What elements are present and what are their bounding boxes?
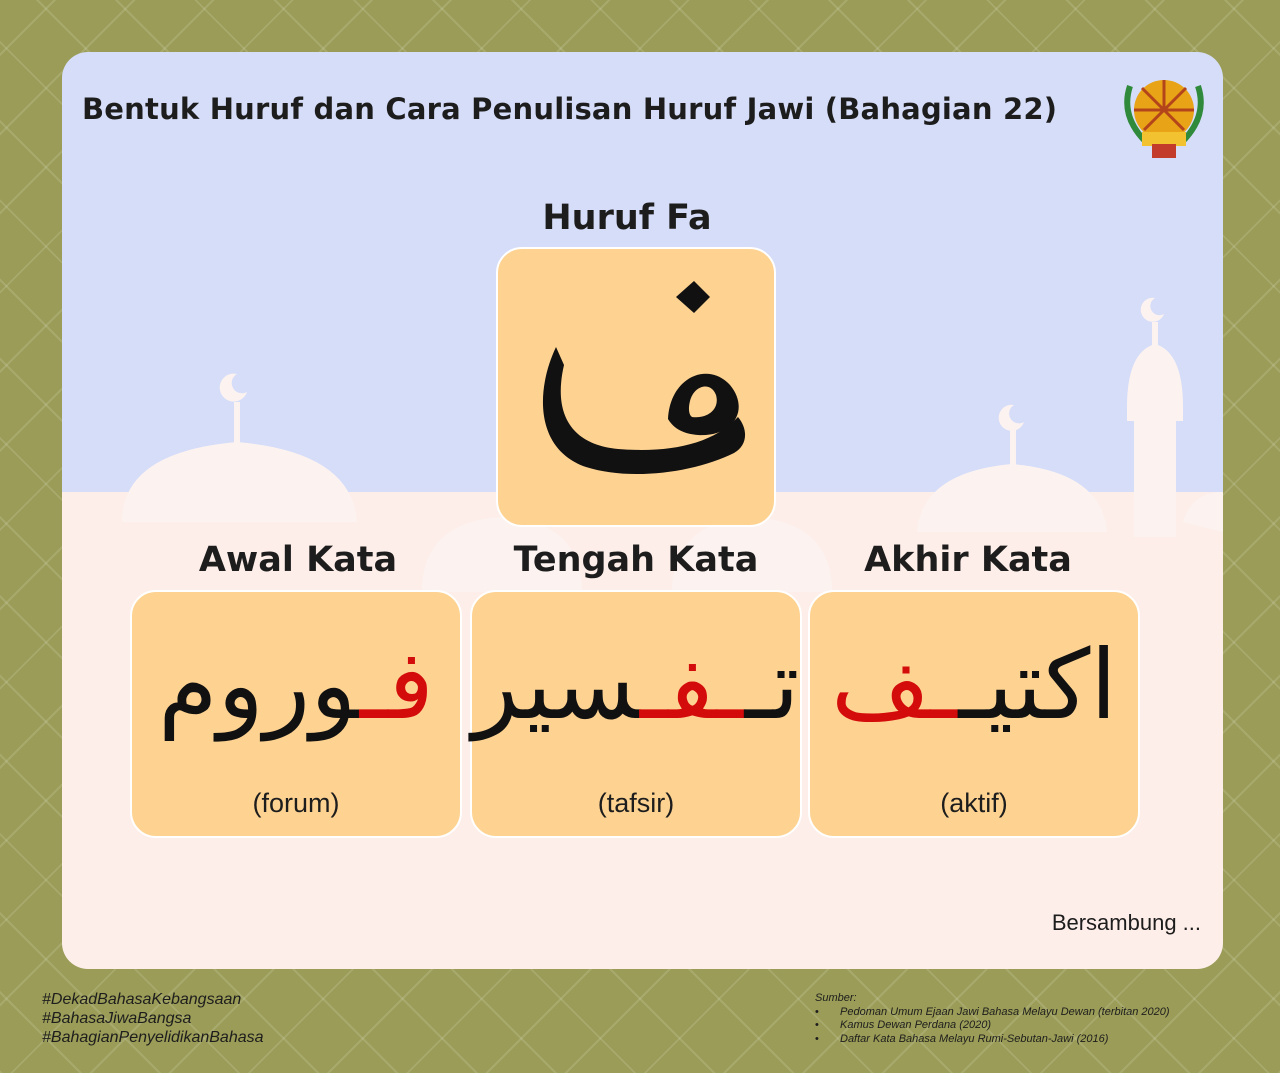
continued-note: Bersambung ... [1051, 910, 1201, 935]
fa-letter-glyph [498, 249, 774, 525]
word-card-tengah [470, 590, 802, 838]
position-label-akhir: Akhir Kata [864, 540, 1072, 580]
word-prefix: اكتيـ [958, 629, 1117, 741]
hashtag: #BahasaJiwaBangsa [42, 1010, 192, 1027]
hashtag: #DekadBahasaKebangsaan [42, 991, 242, 1008]
page-title: Bentuk Huruf dan Cara Penulisan Huruf Jawi (Bahagian 22) [82, 92, 1058, 126]
rumi-word-awal: (forum) [252, 788, 340, 818]
jawi-word-tengah [472, 620, 800, 750]
letter-title: Huruf Fa [542, 198, 712, 238]
source-item: • Pedoman Umum Ejaan Jawi Bahasa Melayu Dewan (terbitan 2020) [815, 1006, 1270, 1020]
source-item: • Kamus Dewan Perdana (2020) [815, 1019, 1270, 1033]
isolated-letter-card [496, 247, 776, 527]
highlighted-letter: ـف [831, 629, 959, 741]
sources-heading: Sumber: [815, 992, 857, 1004]
sources-list [815, 992, 1270, 1046]
word-card-awal [130, 590, 462, 838]
highlighted-letter: فـ [359, 629, 434, 741]
main-card [62, 52, 1223, 969]
highlighted-letter: ـفـ [639, 629, 745, 741]
institution-emblem-icon [1116, 66, 1212, 166]
position-label-tengah: Tengah Kata [513, 540, 759, 580]
jawi-word-akhir [810, 620, 1138, 750]
word-prefix: تـ [744, 629, 800, 741]
rumi-word-akhir: (aktif) [940, 788, 1008, 818]
position-label-awal: Awal Kata [198, 540, 398, 580]
word-remainder: وروم [158, 629, 360, 741]
source-item: • Daftar Kata Bahasa Melayu Rumi-Sebutan-Jawi (2016) [815, 1033, 1270, 1047]
hashtag: #BahagianPenyelidikanBahasa [42, 1029, 264, 1046]
jawi-word-awal [132, 620, 460, 750]
hashtag-list [42, 990, 264, 1047]
rumi-word-tengah: (tafsir) [597, 788, 675, 818]
word-remainder: سير [472, 629, 640, 741]
word-card-akhir [808, 590, 1140, 838]
